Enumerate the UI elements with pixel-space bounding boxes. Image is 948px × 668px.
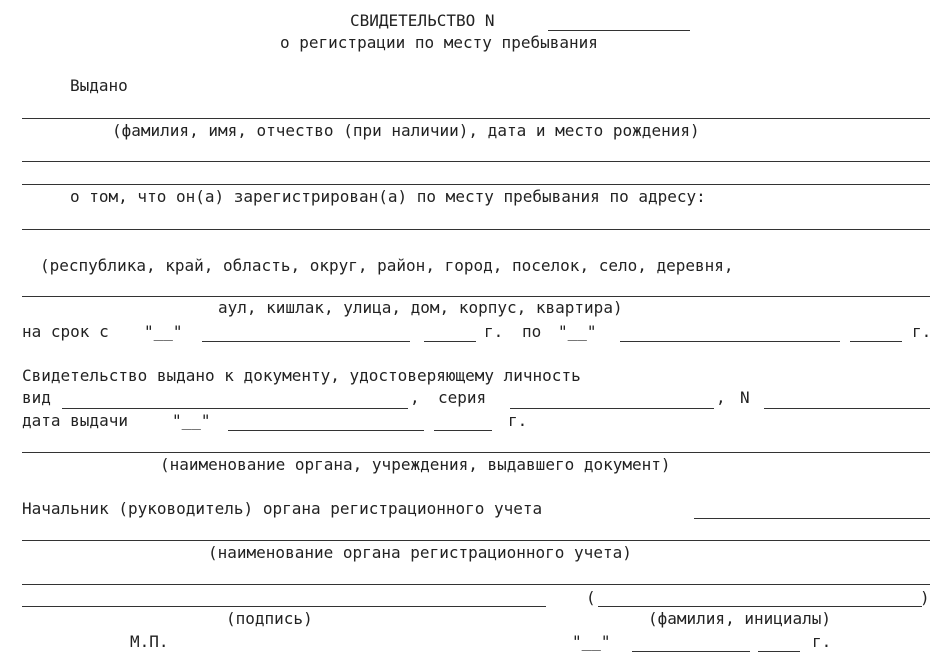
stamp-mark: М.П. xyxy=(130,632,169,651)
address-line-1 xyxy=(22,229,930,230)
document-subtitle: о регистрации по месту пребывания xyxy=(280,33,598,52)
sign-date-day: "__" xyxy=(572,632,611,651)
issue-date-year-line xyxy=(434,430,492,431)
doc-number-line xyxy=(764,408,930,409)
term-to-year-line xyxy=(850,341,902,342)
issued-line-2 xyxy=(22,161,930,162)
organ-line-2 xyxy=(22,584,930,585)
name-close-paren: ) xyxy=(920,588,930,607)
address-line-2 xyxy=(22,296,930,297)
issuer-line xyxy=(22,452,930,453)
issue-date-label: дата выдачи xyxy=(22,411,128,430)
term-prefix: на срок с xyxy=(22,322,109,341)
organ-line xyxy=(22,540,930,541)
issuer-caption: (наименование органа, учреждения, выдавшего документ) xyxy=(160,455,671,474)
term-to-month-line xyxy=(620,341,840,342)
head-label: Начальник (руководитель) органа регистрационного учета xyxy=(22,499,543,518)
term-to-year-mark: г. xyxy=(912,322,932,341)
issue-date-month-line xyxy=(228,430,424,431)
term-to-label: по xyxy=(522,322,542,341)
signature-caption: (подпись) xyxy=(226,609,313,628)
doc-type-comma: , xyxy=(410,388,420,407)
issue-date-day: "__" xyxy=(172,411,211,430)
identity-doc-heading: Свидетельство выдано к документу, удостоверяющему личность xyxy=(22,366,581,385)
signature-line xyxy=(22,606,546,607)
document-title: СВИДЕТЕЛЬСТВО N xyxy=(350,11,495,30)
address-caption-1: (республика, край, область, округ, район, город, поселок, село, деревня, xyxy=(40,256,734,275)
issued-label: Выдано xyxy=(70,76,128,95)
doc-series-comma: , xyxy=(716,388,726,407)
issued-line xyxy=(22,118,930,119)
issued-line-3 xyxy=(22,184,930,185)
issued-caption: (фамилия, имя, отчество (при наличии), дата и место рождения) xyxy=(112,121,700,140)
term-from-day: "__" xyxy=(144,322,183,341)
name-line xyxy=(598,606,922,607)
doc-series-label: серия xyxy=(438,388,487,407)
doc-type-label: вид xyxy=(22,388,51,407)
address-caption-2: аул, кишлак, улица, дом, корпус, квартира) xyxy=(218,298,623,317)
certificate-number-line xyxy=(548,30,690,31)
organ-caption: (наименование органа регистрационного учета) xyxy=(208,543,632,562)
name-open-paren: ( xyxy=(586,588,596,607)
doc-number-label: N xyxy=(740,388,750,407)
term-from-month-line xyxy=(202,341,410,342)
doc-type-line xyxy=(62,408,408,409)
registration-statement: о том, что он(а) зарегистрирован(а) по месту пребывания по адресу: xyxy=(70,187,706,206)
sign-date-month-line xyxy=(632,651,750,652)
name-caption: (фамилия, инициалы) xyxy=(648,609,832,628)
term-to-day: "__" xyxy=(558,322,597,341)
head-line xyxy=(694,518,930,519)
issue-date-year-mark: г. xyxy=(508,411,528,430)
term-from-year-line xyxy=(424,341,476,342)
sign-date-year-mark: г. xyxy=(812,632,832,651)
doc-series-line xyxy=(510,408,714,409)
sign-date-year-line xyxy=(758,651,800,652)
term-from-year-mark: г. xyxy=(484,322,504,341)
